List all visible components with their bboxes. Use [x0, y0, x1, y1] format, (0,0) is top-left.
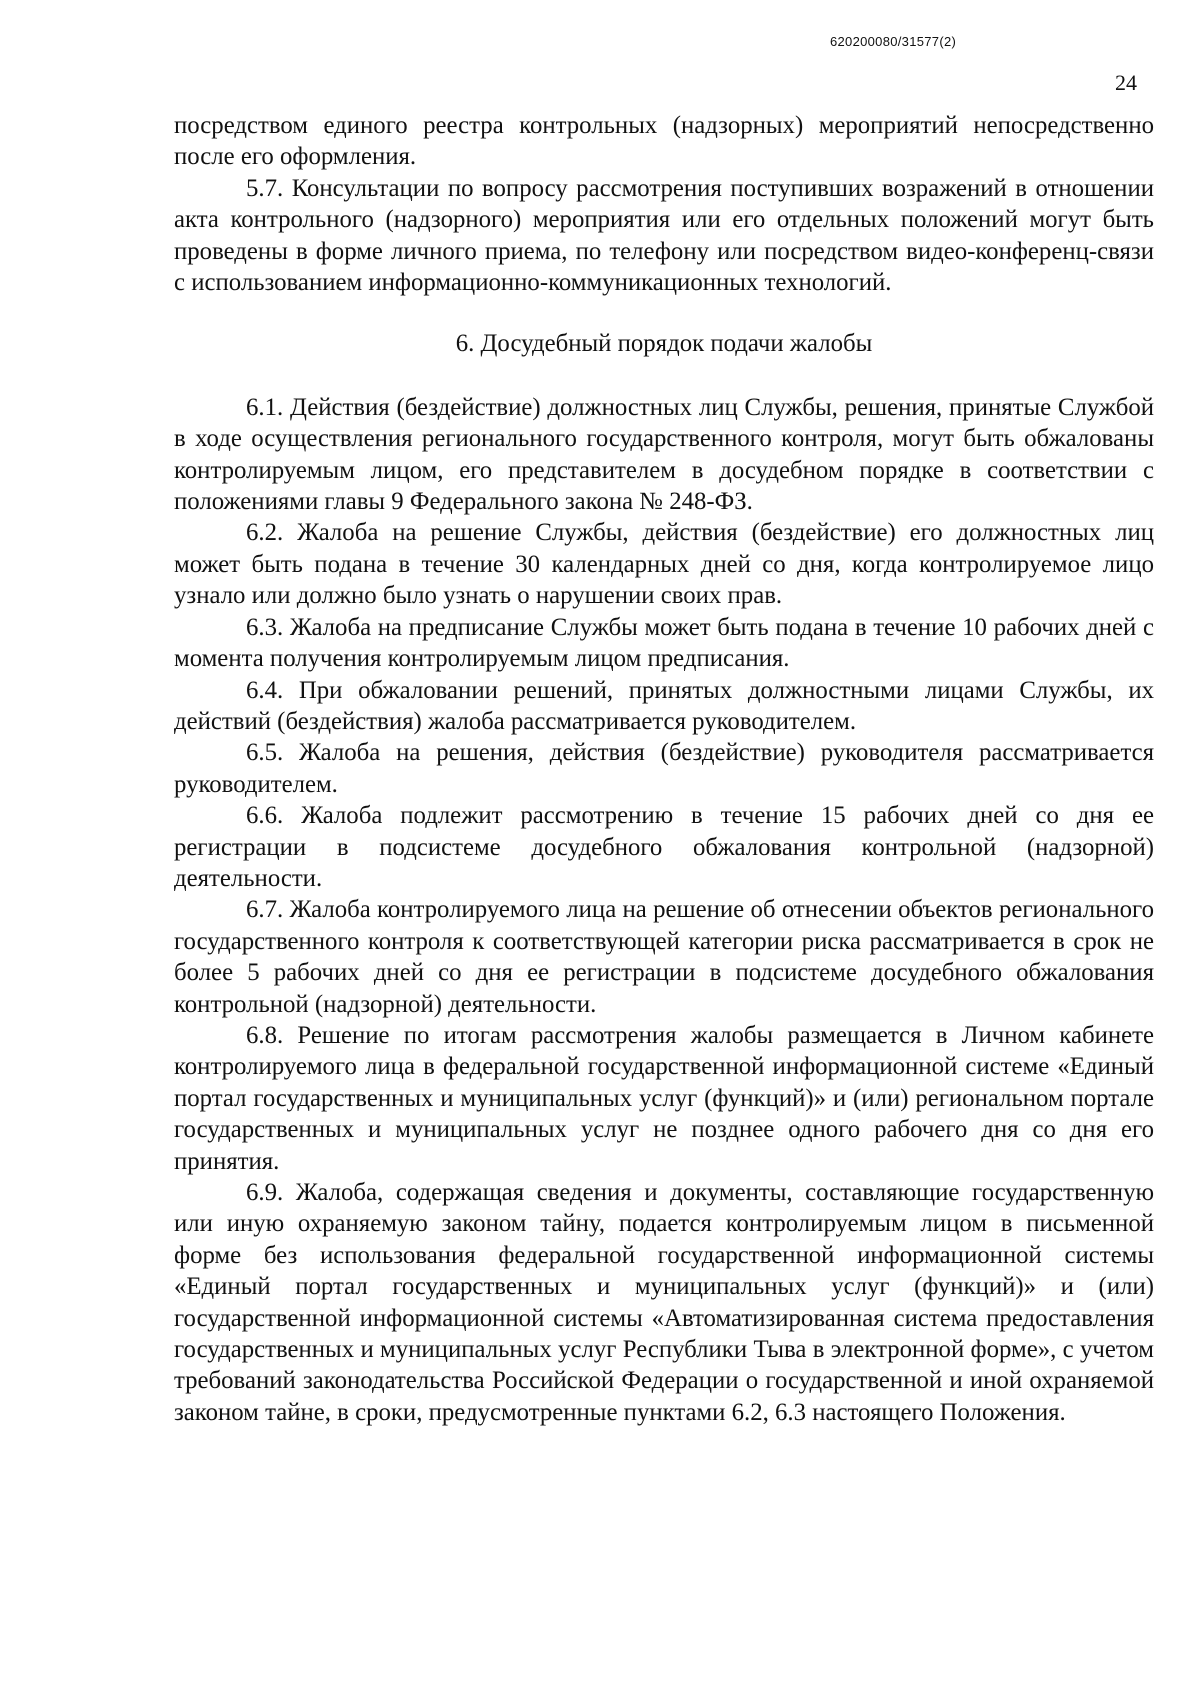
paragraph-continuation: посредством единого реестра контрольных (надзорных) мероприятий непосредственно после его оформления. — [174, 112, 1154, 171]
document-id: 620200080/31577(2) — [830, 34, 957, 49]
paragraph-6-9: 6.9. Жалоба, содержащая сведения и документы, составляющие государственную или иную охраняемую законом тайну, подается контролируемым лицом в письменной форме без использования федеральной государственной информационной системы «Единый портал государственных и муниципальных услуг (функций)» и (или) государственной информационной системы «Автоматизированная система предоставления государственных и муниципальных услуг Республики Тыва в электронной форме», с учетом требований законодательства Российской Федерации о государственной и иной охраняемой законом тайне, в сроки, предусмотренные пунктами 6.2, 6.3 настоящего Положения. — [174, 1179, 1154, 1426]
paragraph-6-5: 6.5. Жалоба на решения, действия (бездействие) руководителя рассматривается руководителем. — [174, 739, 1154, 798]
paragraph-6-2: 6.2. Жалоба на решение Службы, действия (бездействие) его должностных лиц может быть подана в течение 30 календарных дней со дня, когда контролируемое лицо узнало или должно было узнать о нарушении своих прав. — [174, 519, 1154, 610]
paragraph-6-1: 6.1. Действия (бездействие) должностных лиц Службы, решения, принятые Службой в ходе осуществления регионального государственного контроля, могут быть обжалованы контролируемым лицом, его представителем в досудебном порядке в соответствии с положениями главы 9 Федерального закона № 248-ФЗ. — [174, 393, 1154, 516]
paragraph-6-4: 6.4. При обжаловании решений, принятых должностными лицами Службы, их действий (бездействия) жалоба рассматривается руководителем. — [174, 676, 1154, 735]
paragraph-6-7: 6.7. Жалоба контролируемого лица на решение об отнесении объектов регионального государственного контроля к соответствующей категории риска рассматривается в срок не более 5 рабочих дней со дня ее регистрации в подсистеме досудебного обжалования контрольной (надзорной) деятельности. — [174, 896, 1154, 1018]
document-body — [174, 110, 1154, 1428]
paragraph-6-6: 6.6. Жалоба подлежит рассмотрению в течение 15 рабочих дней со дня ее регистрации в подсистеме досудебного обжалования контрольной (надзорной) деятельности. — [174, 802, 1154, 892]
section-heading: 6. Досудебный порядок подачи жалобы — [455, 330, 873, 358]
paragraph-5-7: 5.7. Консультации по вопросу рассмотрения поступивших возражений в отношении акта контрольного (надзорного) мероприятия или его отдельных положений могут быть проведены в форме личного приема, по телефону или посредством видео-конференц-связи с использованием информационно-коммуникационных технологий. — [174, 174, 1154, 297]
page-number: 24 — [1115, 70, 1137, 95]
paragraph-6-3: 6.3. Жалоба на предписание Службы может быть подана в течение 10 рабочих дней с момента получения контролируемым лицом предписания. — [174, 613, 1154, 673]
paragraph-6-8: 6.8. Решение по итогам рассмотрения жалобы размещается в Личном кабинете контролируемого лица в федеральной государственной информационной системе «Единый портал государственных и муниципальных услуг (функций)» и (или) региональном портале государственных и муниципальных услуг не позднее одного рабочего дня со дня его принятия. — [174, 1021, 1154, 1175]
